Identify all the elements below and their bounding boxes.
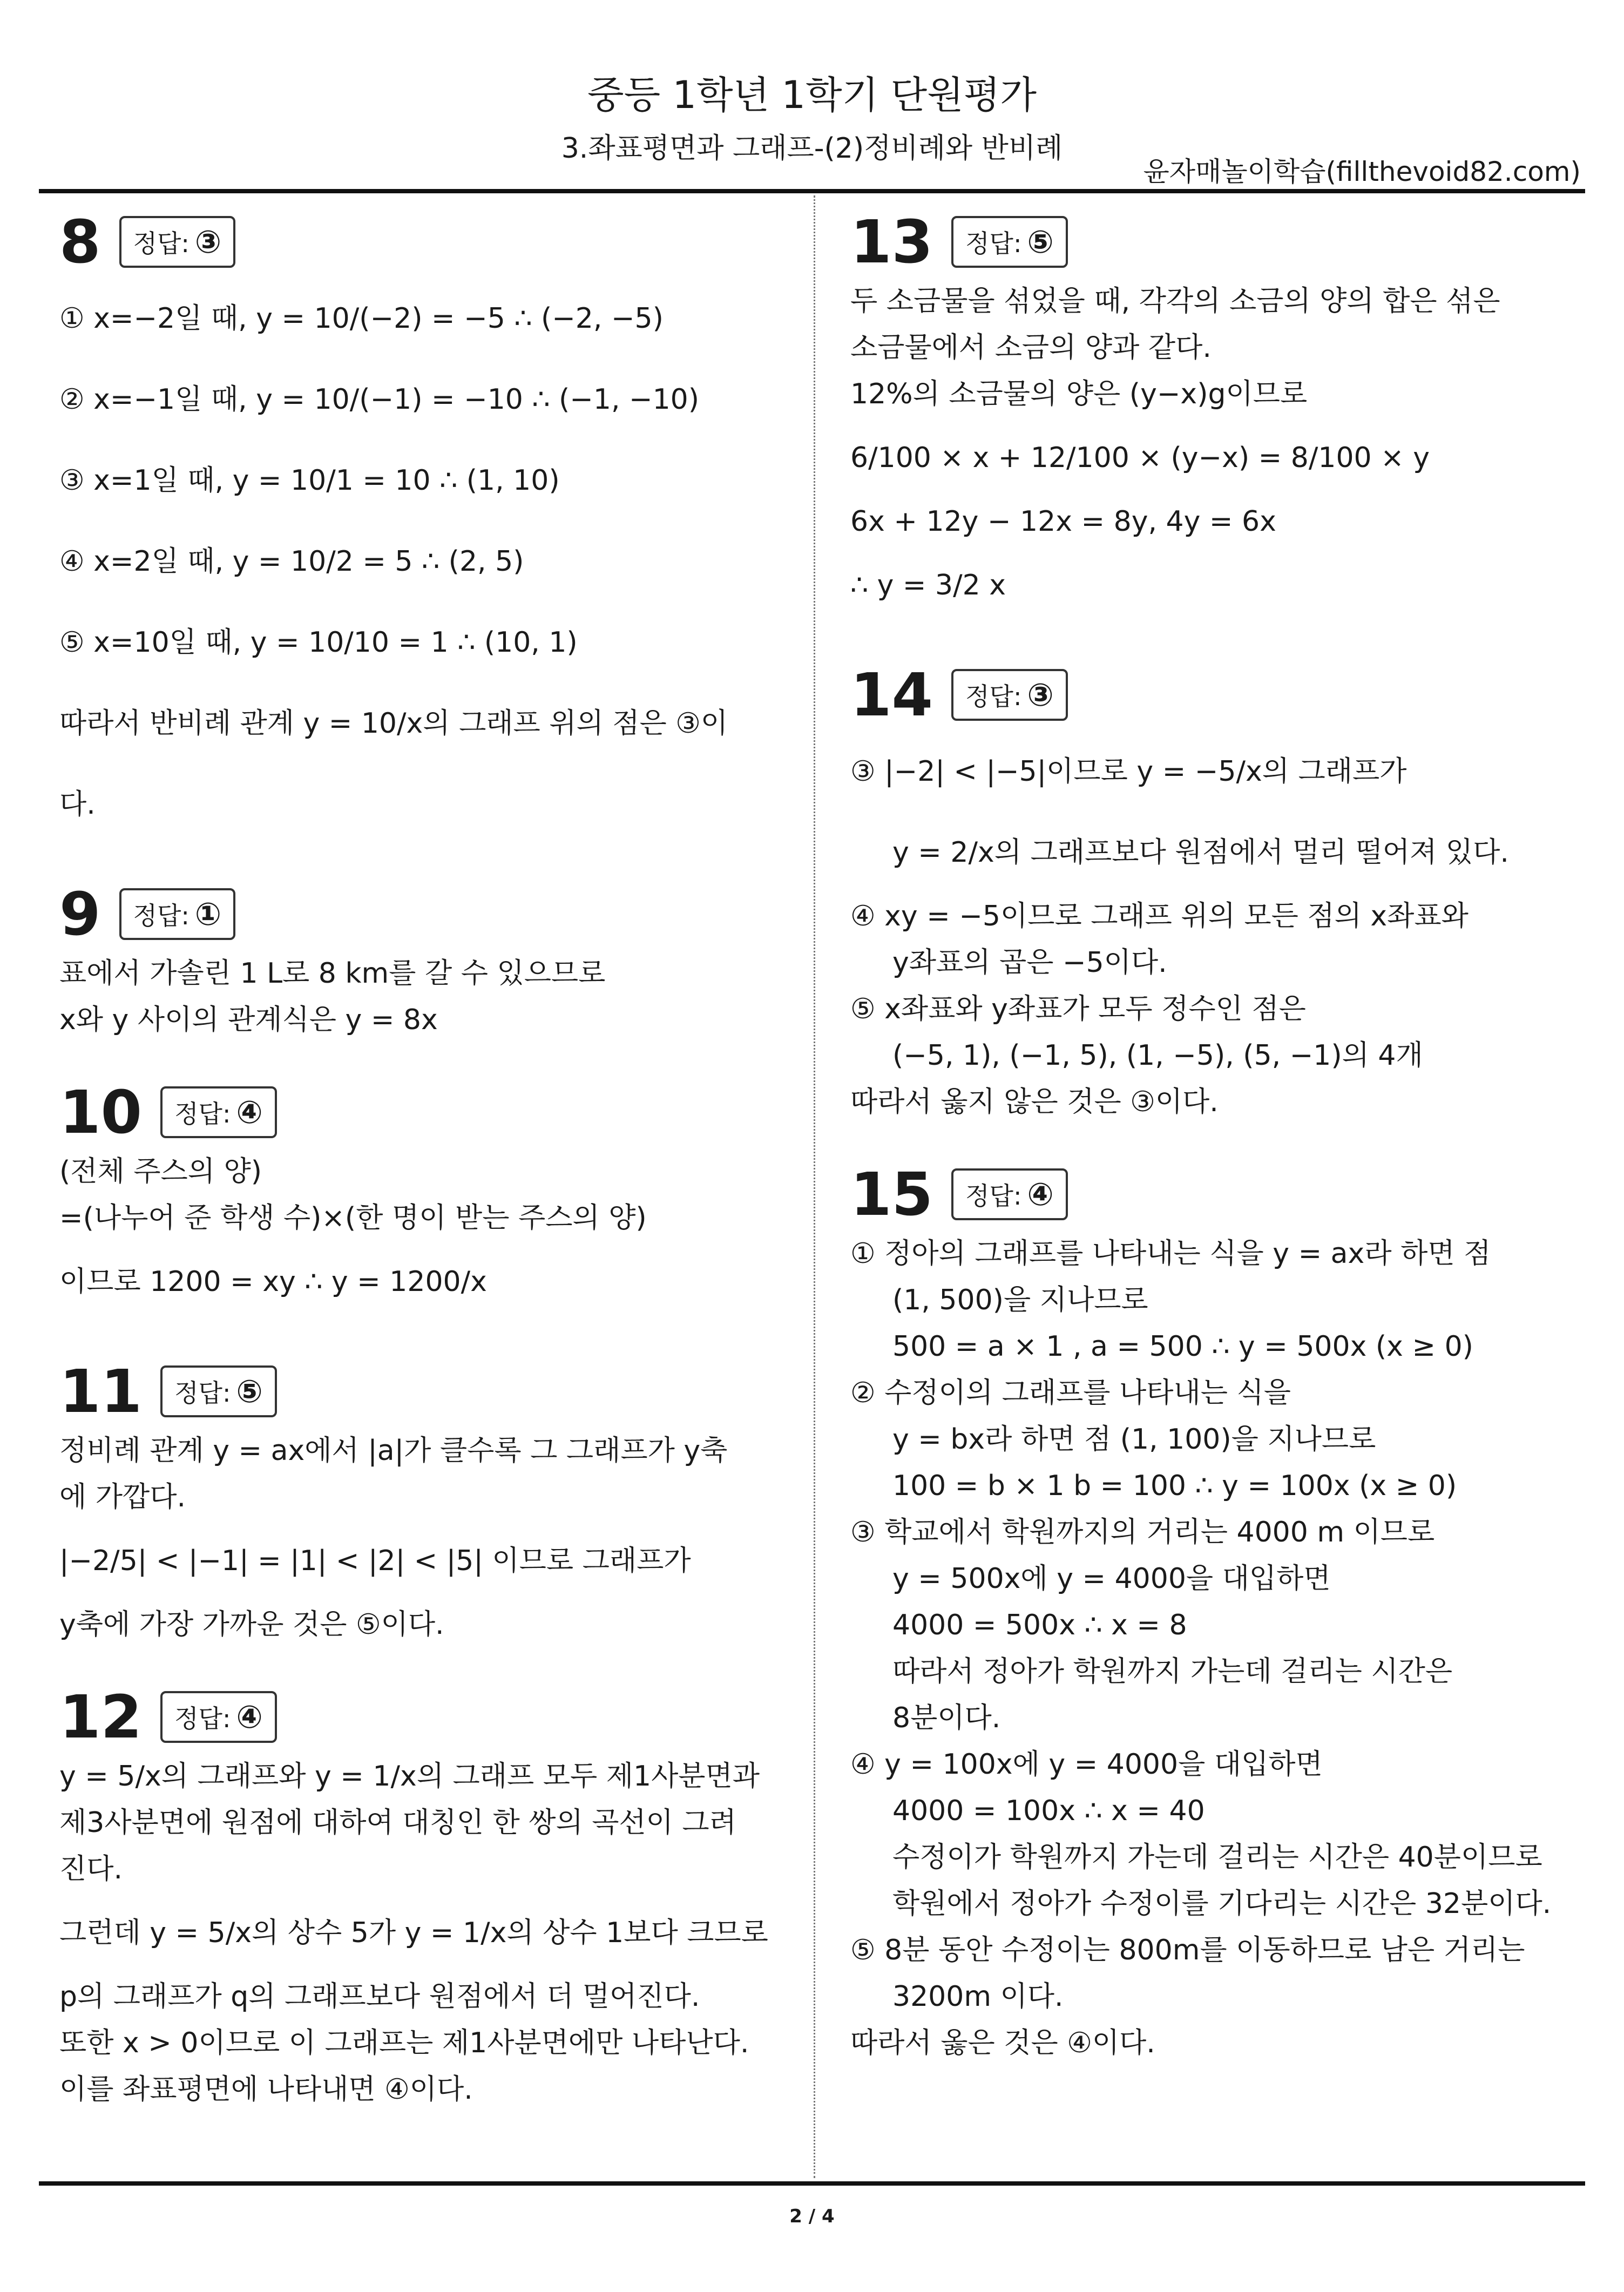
solution-line: 따라서 반비례 관계 y = 10/x의 그래프 위의 점은 ③이 다. — [59, 707, 728, 821]
question-number: 13 — [850, 207, 933, 276]
question-number: 8 — [59, 207, 101, 276]
solution-line: ④ y = 100x에 y = 4000을 대입하면 — [850, 1748, 1323, 1781]
solution-line: ∴ y = 3/2 x — [850, 569, 1006, 601]
answer-badge — [951, 1168, 1067, 1220]
answer-badge — [160, 1691, 276, 1743]
question-14 — [850, 658, 1552, 1125]
page-number: 2 / 4 — [789, 2206, 835, 2227]
question-number: 12 — [59, 1682, 143, 1752]
solution-line: ② x=−1일 때, y = 10/(−1) = −10 ∴ (−1, −10) — [59, 383, 700, 416]
answer-label: 정답: — [133, 901, 190, 930]
solution-line: |−2/5| < |−1| = |1| < |2| < |5| 이므로 그래프가 — [59, 1545, 691, 1577]
solution-line: 6/100 × x + 12/100 × (y−x) = 8/100 × y — [850, 442, 1430, 474]
solution-line: 진다. — [59, 1853, 123, 1885]
right-column — [850, 205, 1552, 2099]
answer-value: ④ — [236, 1698, 263, 1735]
answer-label: 정답: — [174, 1703, 231, 1733]
answer-badge — [119, 216, 235, 268]
answer-label: 정답: — [965, 228, 1022, 258]
solution-line: ③ |−2| < |−5|이므로 y = −5/x의 그래프가 — [850, 755, 1407, 788]
answer-value: ④ — [1027, 1175, 1054, 1213]
solution-line: 8분이다. — [892, 1702, 1001, 1734]
solution-line: 500 = a × 1 , a = 500 ∴ y = 500x (x ≥ 0) — [892, 1330, 1473, 1363]
solution-line: 6x + 12y − 12x = 8y, 4y = 6x — [850, 505, 1276, 538]
answer-badge — [160, 1086, 276, 1138]
answer-badge — [119, 888, 235, 940]
solution-line: 따라서 옳은 것은 ④이다. — [850, 2027, 1155, 2059]
solution-line: (−5, 1), (−1, 5), (1, −5), (5, −1)의 4개 — [892, 1039, 1423, 1072]
question-13 — [850, 205, 1552, 626]
footer-rule — [39, 2181, 1585, 2186]
solution-line: 표에서 가솔린 1 L로 8 km를 갈 수 있으므로 — [59, 957, 606, 990]
answer-label: 정답: — [133, 228, 190, 258]
question-9 — [59, 877, 756, 1043]
solution-line: ① x=−2일 때, y = 10/(−2) = −5 ∴ (−2, −5) — [59, 302, 664, 335]
answer-label: 정답: — [174, 1378, 231, 1408]
question-12 — [59, 1680, 768, 2113]
solution-line: ③ 학교에서 학원까지의 거리는 4000 m 이므로 — [850, 1516, 1435, 1549]
answer-badge — [160, 1365, 276, 1417]
answer-value: ⑤ — [236, 1373, 263, 1410]
solution-line: p의 그래프가 q의 그래프보다 원점에서 더 멀어진다. — [59, 1980, 700, 2013]
solution-line: y좌표의 곱은 −5이다. — [892, 946, 1167, 979]
question-number: 11 — [59, 1356, 143, 1426]
question-11 — [59, 1355, 756, 1648]
solution-line: 두 소금물을 섞었을 때, 각각의 소금의 양의 합은 섞은 — [850, 285, 1500, 317]
answer-value: ③ — [1027, 676, 1054, 713]
site-credit: 윤자매놀이학습(fillthevoid82.com) — [1143, 156, 1581, 187]
solution-line: ⑤ x=10일 때, y = 10/10 = 1 ∴ (10, 1) — [59, 626, 578, 659]
solution-line: 이므로 1200 = xy ∴ y = 1200/x — [59, 1266, 487, 1298]
answer-badge — [951, 669, 1067, 721]
column-divider — [814, 195, 815, 2178]
solution-line: 정비례 관계 y = ax에서 |a|가 클수록 그 그래프가 y축 — [59, 1435, 728, 1467]
page-subtitle: 3.좌표평면과 그래프-(2)정비례와 반비례 — [561, 132, 1063, 165]
solution-line: y = 2/x의 그래프보다 원점에서 멀리 떨어져 있다. — [892, 836, 1509, 869]
solution-line: ③ x=1일 때, y = 10/1 = 10 ∴ (1, 10) — [59, 464, 560, 497]
solution-line: 따라서 정아가 학원까지 가는데 걸리는 시간은 — [892, 1655, 1453, 1688]
solution-line: 따라서 옳지 않은 것은 ③이다. — [850, 1086, 1219, 1118]
solution-line: 또한 x > 0이므로 이 그래프는 제1사분면에만 나타난다. — [59, 2027, 749, 2059]
question-number: 15 — [850, 1159, 933, 1229]
solution-line: 12%의 소금물의 양은 (y−x)g이므로 — [850, 378, 1308, 410]
answer-value: ⑤ — [1027, 223, 1054, 260]
solution-line: =(나누어 준 학생 수)×(한 명이 받는 주스의 양) — [59, 1202, 647, 1234]
solution-line: 제3사분면에 원점에 대하여 대칭인 한 쌍의 곡선이 그려 — [59, 1807, 736, 1839]
header-rule — [39, 189, 1585, 193]
answer-value: ③ — [194, 223, 222, 260]
solution-line: 그런데 y = 5/x의 상수 5가 y = 1/x의 상수 1보다 크므로 — [59, 1917, 768, 1949]
question-number: 14 — [850, 660, 933, 729]
solution-line: y축에 가장 가까운 것은 ⑤이다. — [59, 1608, 444, 1641]
solution-line: 이를 좌표평면에 나타내면 ④이다. — [59, 2073, 473, 2106]
answer-label: 정답: — [965, 681, 1022, 711]
solution-line: ④ x=2일 때, y = 10/2 = 5 ∴ (2, 5) — [59, 545, 524, 578]
solution-line: y = bx라 하면 점 (1, 100)을 지나므로 — [892, 1423, 1376, 1456]
solution-line: 학원에서 정아가 수정이를 기다리는 시간은 32분이다. — [892, 1888, 1552, 1920]
answer-label: 정답: — [965, 1181, 1022, 1211]
solution-line: 100 = b × 1 b = 100 ∴ y = 100x (x ≥ 0) — [892, 1470, 1457, 1502]
solution-line: x와 y 사이의 관계식은 y = 8x — [59, 1004, 438, 1036]
solution-line: y = 500x에 y = 4000을 대입하면 — [892, 1563, 1331, 1595]
solution-line: (1, 500)을 지나므로 — [892, 1284, 1148, 1316]
solution-line: ④ xy = −5이므로 그래프 위의 모든 점의 x좌표와 — [850, 900, 1469, 932]
solution-line: 소금물에서 소금의 양과 같다. — [850, 332, 1212, 364]
solution-line: 3200m 이다. — [892, 1980, 1064, 2013]
question-number: 10 — [59, 1077, 143, 1147]
answer-badge — [951, 216, 1067, 268]
answer-value: ④ — [236, 1093, 263, 1131]
question-number: 9 — [59, 879, 101, 949]
solution-line: ① 정아의 그래프를 나타내는 식을 y = ax라 하면 점 — [850, 1238, 1491, 1270]
solution-line: y = 5/x의 그래프와 y = 1/x의 그래프 모두 제1사분면과 — [59, 1760, 760, 1793]
question-8 — [59, 205, 756, 845]
question-10 — [59, 1076, 756, 1322]
answer-label: 정답: — [174, 1099, 231, 1128]
solution-line: ⑤ 8분 동안 수정이는 800m를 이동하므로 남은 거리는 — [850, 1934, 1525, 1966]
solution-line: ② 수정이의 그래프를 나타내는 식을 — [850, 1377, 1291, 1409]
question-15 — [850, 1158, 1552, 2066]
solution-line: (전체 주스의 양) — [59, 1155, 262, 1188]
solution-line: 4000 = 100x ∴ x = 40 — [892, 1795, 1205, 1827]
answer-value: ① — [194, 895, 222, 932]
solution-line: 수정이가 학원까지 가는데 걸리는 시간은 40분이므로 — [892, 1841, 1542, 1874]
solution-line: 에 가깝다. — [59, 1481, 186, 1513]
solution-line: 4000 = 500x ∴ x = 8 — [892, 1609, 1187, 1641]
left-column — [59, 205, 768, 2145]
solution-line: ⑤ x좌표와 y좌표가 모두 정수인 점은 — [850, 993, 1306, 1025]
page-title: 중등 1학년 1학기 단원평가 — [587, 73, 1037, 117]
